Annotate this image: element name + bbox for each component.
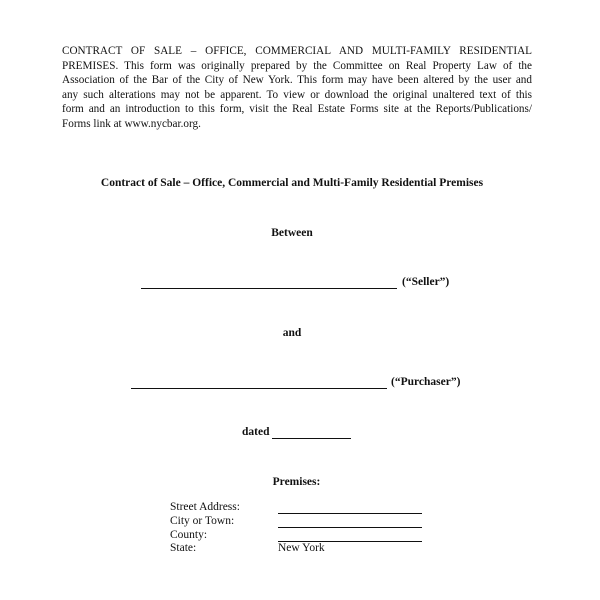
premises-heading: Premises: xyxy=(272,476,321,488)
seller-label: (“Seller”) xyxy=(402,276,450,288)
dated-blank-line[interactable] xyxy=(272,438,351,439)
seller-blank-line[interactable] xyxy=(141,288,397,289)
city-label: City or Town: xyxy=(170,515,235,527)
purchaser-blank-line[interactable] xyxy=(131,388,387,389)
intro-line: form and an introduction to this form, visit the Real Estate Forms site at the Reports/Publications/ xyxy=(62,103,532,115)
intro-line: PREMISES. This form was originally prepared by the Committee on Real Property Law of the xyxy=(62,59,532,72)
county-label: County: xyxy=(170,529,208,541)
street-address-label: Street Address: xyxy=(170,501,240,513)
city-line[interactable] xyxy=(278,527,422,528)
state-value: New York xyxy=(278,542,325,554)
intro-line: Association of the Bar of the City of New York. This form may have been altered by the user and xyxy=(62,74,532,86)
intro-line: any such alterations may not be apparent. To view or download the original unaltered text of this xyxy=(62,88,532,101)
intro-line: CONTRACT OF SALE – OFFICE, COMMERCIAL AND MULTI-FAMILY RESIDENTIAL xyxy=(62,45,532,57)
intro-line: Forms link at www.nycbar.org. xyxy=(62,117,201,130)
street-address-line[interactable] xyxy=(278,513,422,514)
document-title: Contract of Sale – Office, Commercial and Multi-Family Residential Premises xyxy=(100,177,484,189)
dated-label: dated xyxy=(242,426,270,438)
purchaser-label: (“Purchaser”) xyxy=(391,376,461,388)
between-label: Between xyxy=(271,227,313,239)
state-label: State: xyxy=(170,542,197,554)
intro-paragraph xyxy=(62,44,532,131)
and-label: and xyxy=(282,327,302,339)
